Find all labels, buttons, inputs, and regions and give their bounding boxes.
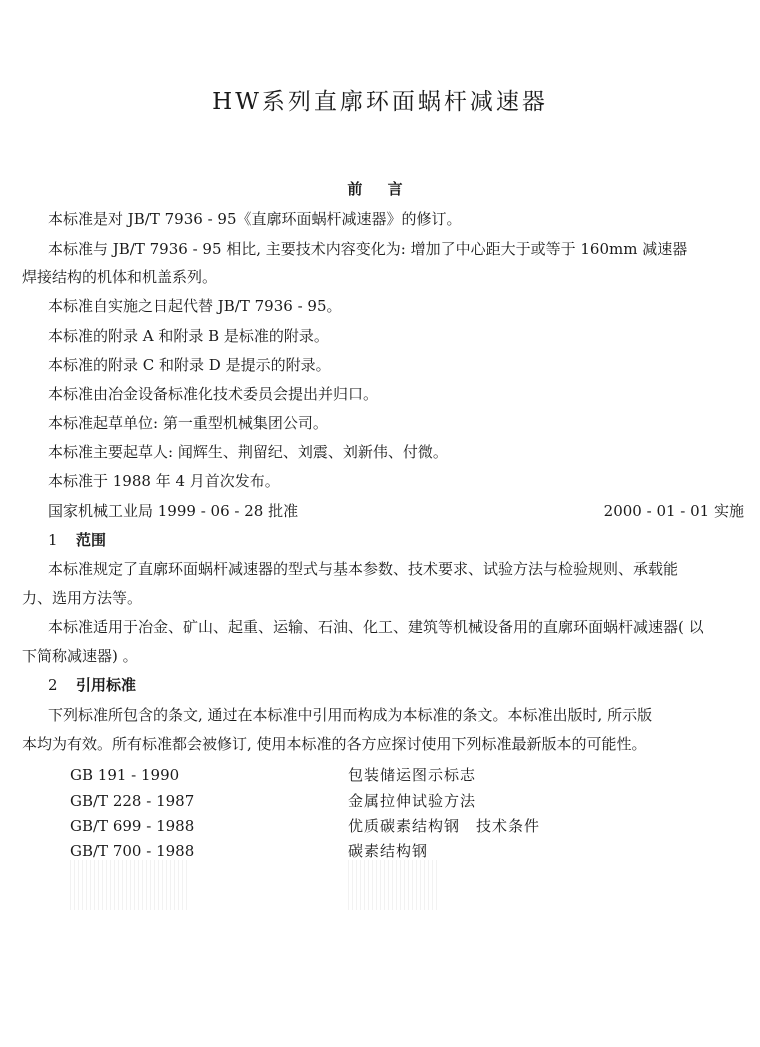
foreword-line: 本标准主要起草人: 闻辉生、荆留纪、刘震、刘新伟、付微。 [48,443,448,461]
approval-date: 国家机械工业局 1999 - 06 - 28 批准 [48,502,299,520]
reference-name: 包装储运图示标志 [348,766,477,784]
document-title: HW系列直廓环面蜗杆减速器 [212,89,548,115]
foreword-line: 本标准与 JB/T 7936 - 95 相比, 主要技术内容变化为: 增加了中心距大于或等于 160mm 减速器 [48,240,688,258]
foreword-line: 本标准自实施之日起代替 JB/T 7936 - 95。 [48,297,342,315]
scope-paragraph-line: 力、选用方法等。 [22,589,143,607]
foreword-line: 本标准由冶金设备标准化技术委员会提出并归口。 [48,385,379,403]
bleed-through-artifact [348,860,438,910]
section-title: 范围 [76,531,107,549]
foreword-line: 本标准的附录 A 和附录 B 是标准的附录。 [48,327,329,345]
foreword-line: 本标准的附录 C 和附录 D 是提示的附录。 [48,356,331,374]
foreword-heading: 前 言 [347,180,413,198]
bleed-through-artifact [70,860,190,910]
references-paragraph-line: 本均为有效。所有标准都会被修订, 使用本标准的各方应探讨使用下列标准最新版本的可能性。 [22,735,647,753]
section-heading-references [48,674,136,696]
foreword-line: 本标准起草单位: 第一重型机械集团公司。 [48,414,328,432]
scope-paragraph-line: 下简称减速器) 。 [22,647,138,665]
section-number: 1 [48,531,58,549]
implementation-date: 2000 - 01 - 01 实施 [603,502,744,520]
reference-name: 金属拉伸试验方法 [348,792,477,810]
scope-paragraph-line: 本标准适用于冶金、矿山、起重、运输、石油、化工、建筑等机械设备用的直廓环面蜗杆减速器( 以 [48,618,704,636]
reference-code: GB/T 699 - 1988 [70,817,195,835]
scope-paragraph-line: 本标准规定了直廓环面蜗杆减速器的型式与基本参数、技术要求、试验方法与检验规则、承载能 [48,560,679,578]
references-paragraph-line: 下列标准所包含的条文, 通过在本标准中引用而构成为本标准的条文。本标准出版时, 所示版 [48,706,653,724]
section-number: 2 [48,676,58,694]
reference-name: 优质碳素结构钢 技术条件 [348,817,541,835]
reference-code: GB/T 700 - 1988 [70,842,195,860]
reference-code: GB 191 - 1990 [70,766,180,784]
section-title: 引用标准 [76,676,137,694]
foreword-line: 焊接结构的机体和机盖系列。 [22,268,218,286]
reference-name: 碳素结构钢 [348,842,429,860]
foreword-line: 本标准是对 JB/T 7936 - 95《直廓环面蜗杆减速器》的修订。 [48,210,462,228]
reference-code: GB/T 228 - 1987 [70,792,195,810]
foreword-line: 本标准于 1988 年 4 月首次发布。 [48,472,280,490]
section-heading-scope [48,529,106,551]
